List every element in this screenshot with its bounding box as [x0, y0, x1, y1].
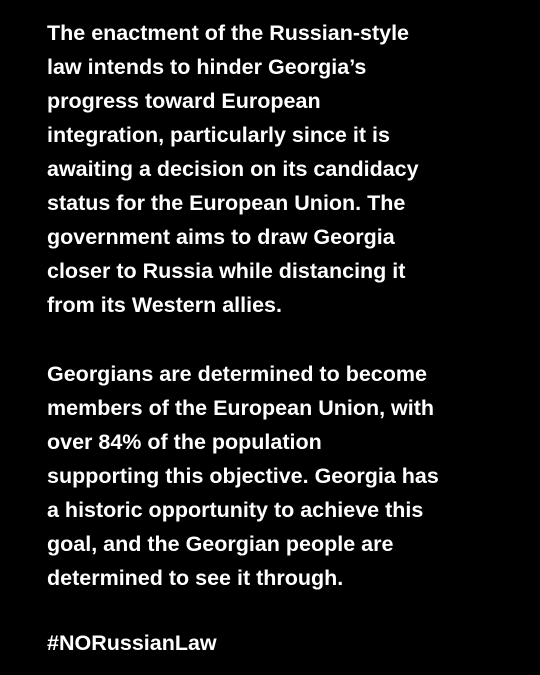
paragraph-1-line: integration, particularly since it is [47, 123, 390, 147]
paragraph-2-line: members of the European Union, with [47, 396, 435, 420]
paragraph-2-line: over 84% of the population [47, 430, 322, 454]
paragraph-1-line: progress toward European [47, 89, 321, 113]
paragraph-2-line: goal, and the Georgian people are [47, 532, 394, 556]
paragraph-2-line: determined to see it through. [47, 566, 344, 590]
paragraph-1-line: awaiting a decision on its candidacy [47, 157, 419, 181]
paragraph-2-line: a historic opportunity to achieve this [47, 498, 424, 522]
paragraph-1-line: government aims to draw Georgia [47, 225, 395, 249]
paragraph-1-line: status for the European Union. The [47, 191, 406, 215]
paragraph-2-line: Georgians are determined to become [47, 362, 427, 386]
hashtag: #NORussianLaw [47, 631, 217, 655]
paragraph-1-line: from its Western allies. [47, 293, 282, 317]
paragraph-1-line: The enactment of the Russian-style [47, 21, 409, 45]
paragraph-1-line: closer to Russia while distancing it [47, 259, 406, 283]
paragraph-2-line: supporting this objective. Georgia has [47, 464, 439, 488]
paragraph-1-line: law intends to hinder Georgia’s [47, 55, 367, 79]
